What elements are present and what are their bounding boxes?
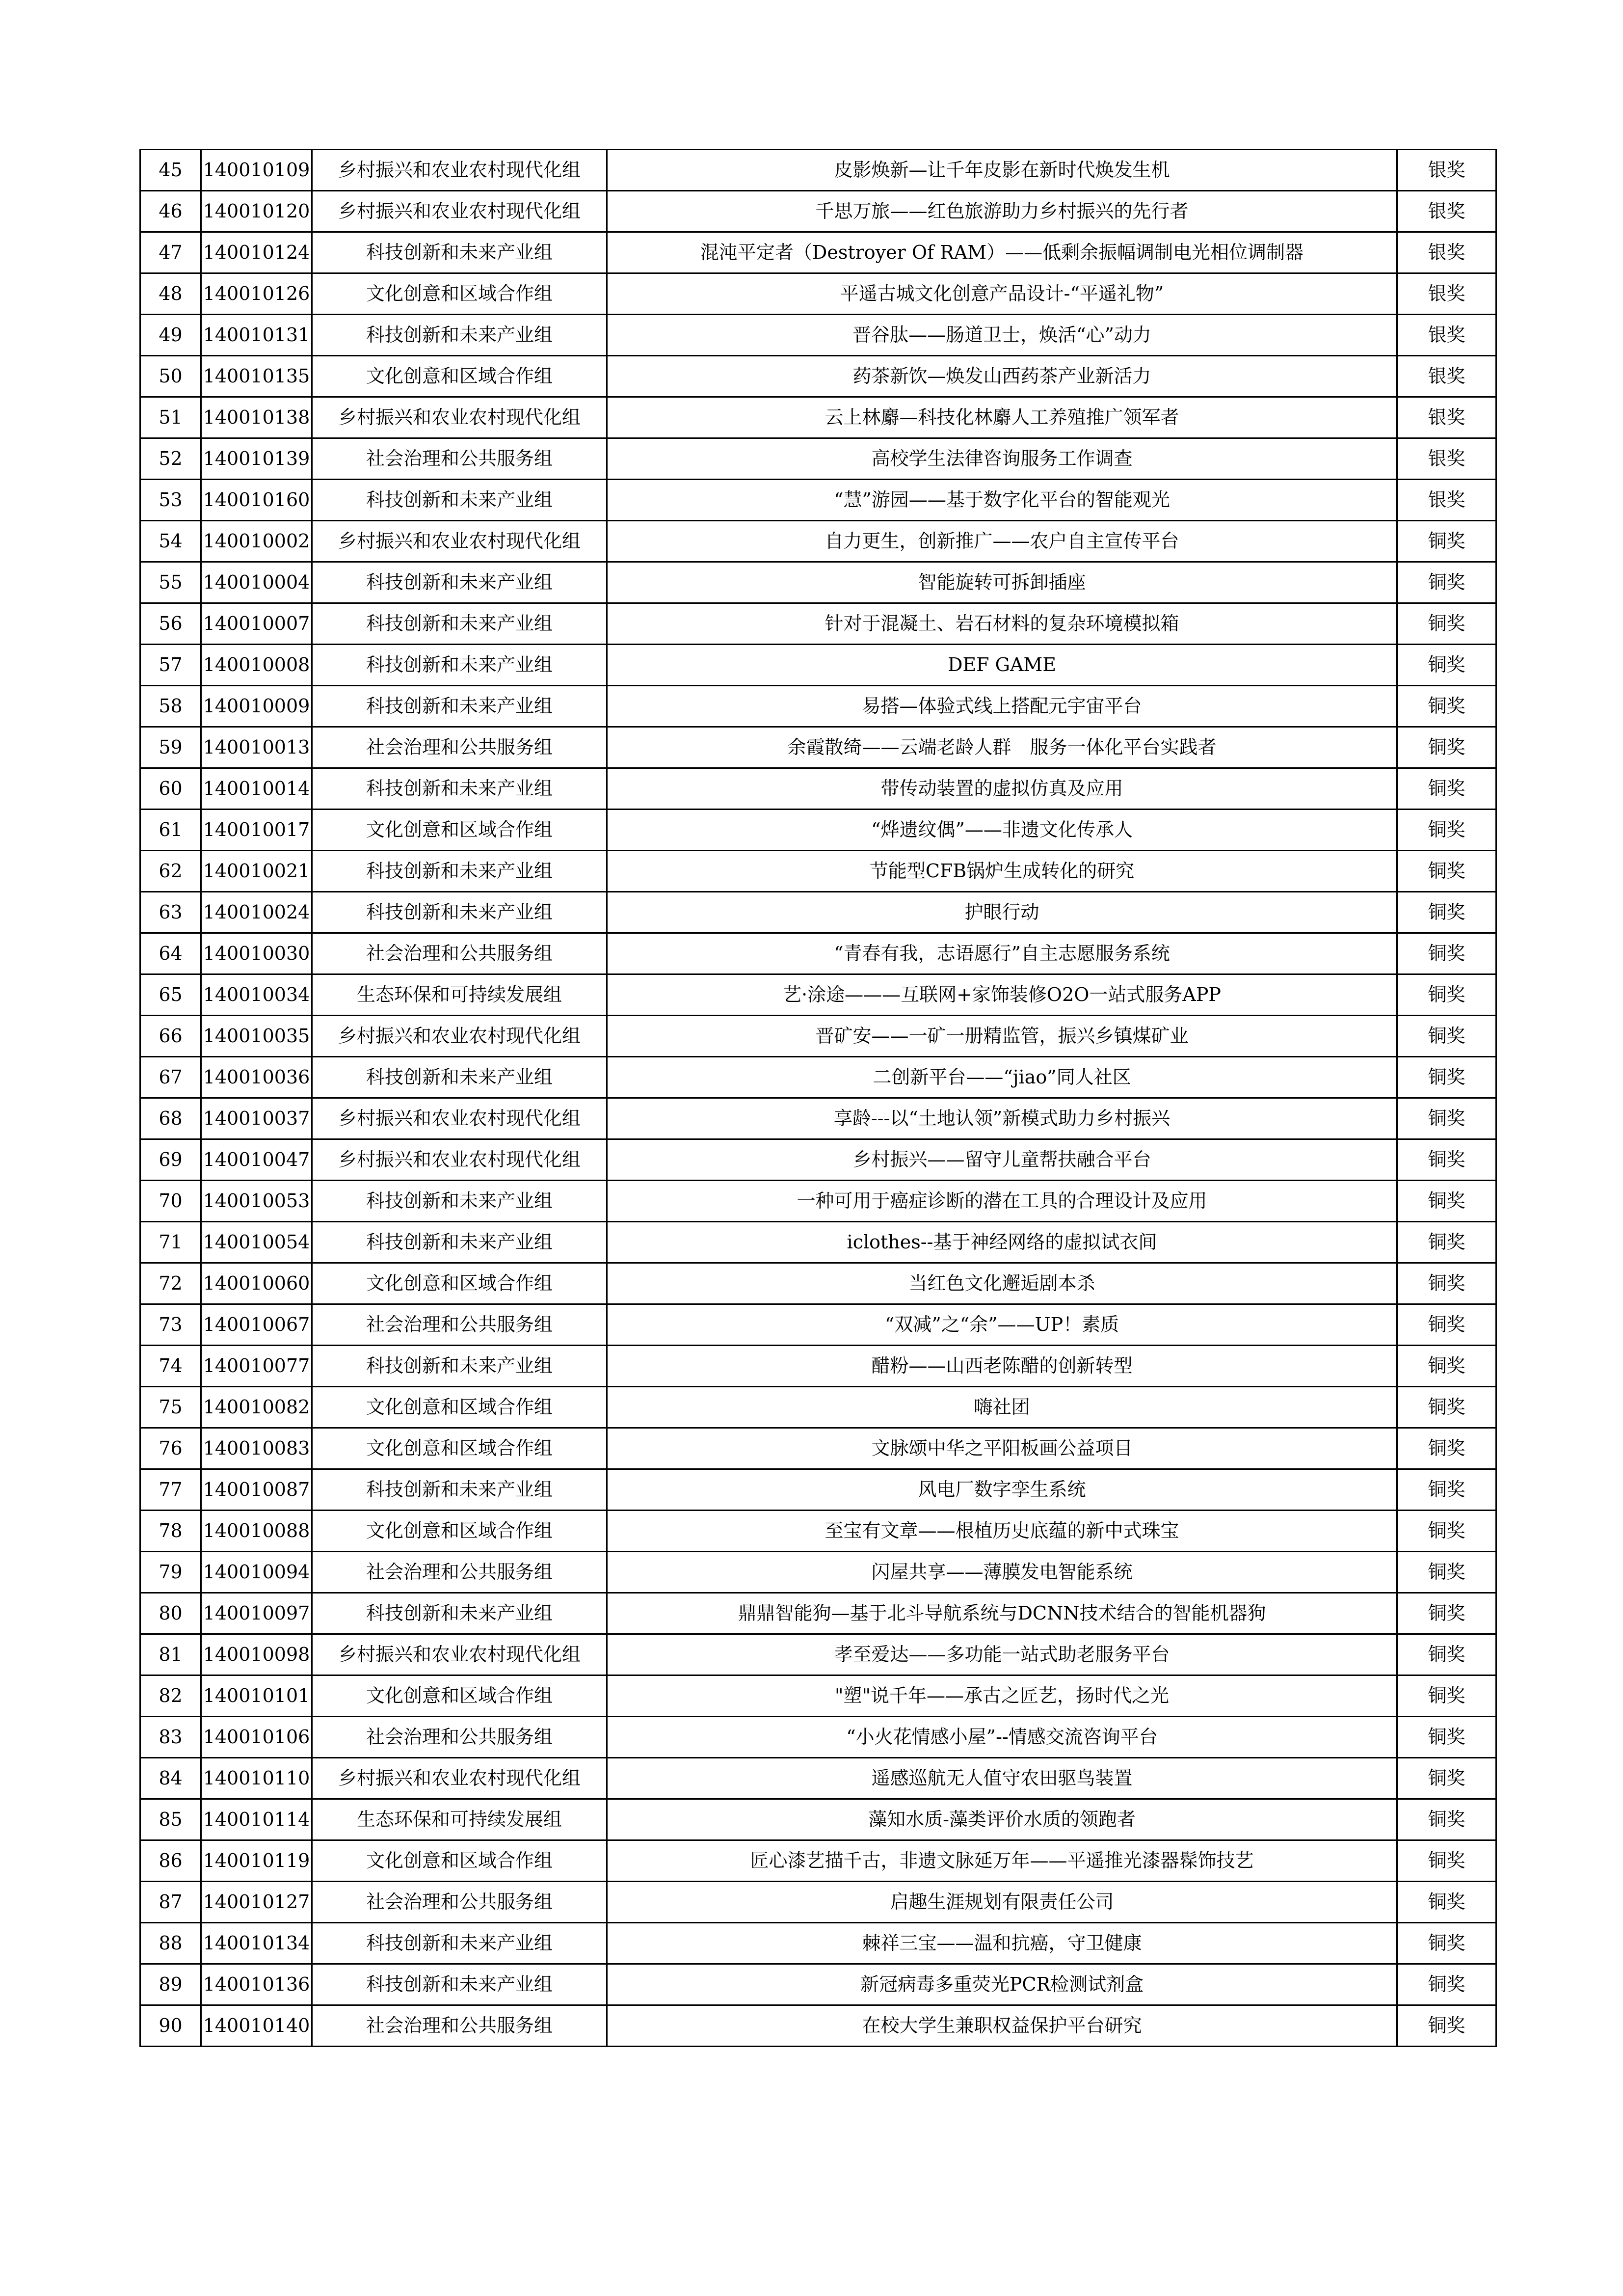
table-row: [140, 1799, 1496, 1840]
row-number-cell: 67: [140, 1057, 201, 1098]
award-cell: 铜奖: [1397, 1964, 1496, 2005]
row-number-cell: 52: [140, 438, 201, 480]
award-cell: 铜奖: [1397, 1593, 1496, 1634]
project-title-cell: 针对于混凝土、岩石材料的复杂环境模拟箱: [607, 603, 1397, 645]
group-cell: 乡村振兴和农业农村现代化组: [312, 521, 607, 562]
project-id-cell: 140010060: [201, 1263, 312, 1304]
project-title-cell: 文脉颂中华之平阳板画公益项目: [607, 1428, 1397, 1469]
project-id-cell: 140010094: [201, 1552, 312, 1593]
project-id-cell: 140010047: [201, 1139, 312, 1181]
table-row: [140, 727, 1496, 768]
group-cell: 文化创意和区域合作组: [312, 1387, 607, 1428]
project-title-cell: 乡村振兴——留守儿童帮扶融合平台: [607, 1139, 1397, 1181]
row-number-cell: 66: [140, 1016, 201, 1057]
group-cell: 社会治理和公共服务组: [312, 1717, 607, 1758]
table-row: [140, 1840, 1496, 1882]
project-id-cell: 140010138: [201, 397, 312, 438]
project-id-cell: 140010021: [201, 851, 312, 892]
table-row: [140, 1511, 1496, 1552]
award-cell: 铜奖: [1397, 1675, 1496, 1717]
table-row: [140, 1675, 1496, 1717]
project-id-cell: 140010120: [201, 191, 312, 232]
group-cell: 乡村振兴和农业农村现代化组: [312, 1098, 607, 1139]
award-cell: 铜奖: [1397, 603, 1496, 645]
project-title-cell: 在校大学生兼职权益保护平台研究: [607, 2005, 1397, 2047]
row-number-cell: 73: [140, 1304, 201, 1346]
award-cell: 铜奖: [1397, 851, 1496, 892]
table-row: [140, 356, 1496, 397]
group-cell: 乡村振兴和农业农村现代化组: [312, 397, 607, 438]
table-row: [140, 810, 1496, 851]
project-id-cell: 140010087: [201, 1469, 312, 1511]
row-number-cell: 49: [140, 315, 201, 356]
row-number-cell: 55: [140, 562, 201, 603]
project-title-cell: 易搭—体验式线上搭配元宇宙平台: [607, 686, 1397, 727]
table-row: [140, 603, 1496, 645]
group-cell: 乡村振兴和农业农村现代化组: [312, 150, 607, 191]
table-row: [140, 1882, 1496, 1923]
table-row: [140, 1469, 1496, 1511]
group-cell: 文化创意和区域合作组: [312, 810, 607, 851]
project-title-cell: 棘祥三宝——温和抗癌，守卫健康: [607, 1923, 1397, 1964]
project-title-cell: 藻知水质-藻类评价水质的领跑者: [607, 1799, 1397, 1840]
project-title-cell: 云上林麝—科技化林麝人工养殖推广领军者: [607, 397, 1397, 438]
project-id-cell: 140010067: [201, 1304, 312, 1346]
award-cell: 铜奖: [1397, 1840, 1496, 1882]
project-title-cell: "塑"说千年——承古之匠艺，扬时代之光: [607, 1675, 1397, 1717]
award-cell: 银奖: [1397, 191, 1496, 232]
row-number-cell: 81: [140, 1634, 201, 1675]
project-id-cell: 140010131: [201, 315, 312, 356]
project-title-cell: 二创新平台——“jiao”同人社区: [607, 1057, 1397, 1098]
project-id-cell: 140010097: [201, 1593, 312, 1634]
project-id-cell: 140010036: [201, 1057, 312, 1098]
group-cell: 科技创新和未来产业组: [312, 562, 607, 603]
row-number-cell: 79: [140, 1552, 201, 1593]
award-cell: 铜奖: [1397, 1428, 1496, 1469]
table-row: [140, 273, 1496, 315]
group-cell: 社会治理和公共服务组: [312, 1304, 607, 1346]
table-row: [140, 892, 1496, 933]
award-cell: 银奖: [1397, 438, 1496, 480]
project-id-cell: 140010140: [201, 2005, 312, 2047]
group-cell: 乡村振兴和农业农村现代化组: [312, 191, 607, 232]
award-cell: 铜奖: [1397, 521, 1496, 562]
row-number-cell: 85: [140, 1799, 201, 1840]
table-row: [140, 150, 1496, 191]
group-cell: 文化创意和区域合作组: [312, 356, 607, 397]
row-number-cell: 77: [140, 1469, 201, 1511]
table-row: [140, 1346, 1496, 1387]
row-number-cell: 88: [140, 1923, 201, 1964]
project-id-cell: 140010009: [201, 686, 312, 727]
table-row: [140, 397, 1496, 438]
row-number-cell: 53: [140, 480, 201, 521]
project-title-cell: 醋粉——山西老陈醋的创新转型: [607, 1346, 1397, 1387]
award-cell: 银奖: [1397, 273, 1496, 315]
group-cell: 文化创意和区域合作组: [312, 273, 607, 315]
row-number-cell: 69: [140, 1139, 201, 1181]
award-list-table: [139, 149, 1497, 2047]
group-cell: 乡村振兴和农业农村现代化组: [312, 1016, 607, 1057]
award-cell: 铜奖: [1397, 810, 1496, 851]
table-row: [140, 521, 1496, 562]
project-title-cell: 享龄---以“土地认领”新模式助力乡村振兴: [607, 1098, 1397, 1139]
award-cell: 铜奖: [1397, 727, 1496, 768]
project-id-cell: 140010017: [201, 810, 312, 851]
project-id-cell: 140010008: [201, 645, 312, 686]
row-number-cell: 80: [140, 1593, 201, 1634]
project-title-cell: 节能型CFB锅炉生成转化的研究: [607, 851, 1397, 892]
project-id-cell: 140010134: [201, 1923, 312, 1964]
award-cell: 铜奖: [1397, 1799, 1496, 1840]
award-cell: 铜奖: [1397, 1222, 1496, 1263]
table-row: [140, 232, 1496, 273]
table-row: [140, 562, 1496, 603]
award-list-body: [140, 150, 1496, 2047]
row-number-cell: 84: [140, 1758, 201, 1799]
project-id-cell: 140010014: [201, 768, 312, 810]
award-cell: 银奖: [1397, 356, 1496, 397]
award-cell: 铜奖: [1397, 1304, 1496, 1346]
group-cell: 社会治理和公共服务组: [312, 2005, 607, 2047]
award-cell: 铜奖: [1397, 1758, 1496, 1799]
row-number-cell: 72: [140, 1263, 201, 1304]
award-cell: 铜奖: [1397, 974, 1496, 1016]
project-id-cell: 140010034: [201, 974, 312, 1016]
project-id-cell: 140010088: [201, 1511, 312, 1552]
project-title-cell: 孝至爱达——多功能一站式助老服务平台: [607, 1634, 1397, 1675]
award-cell: 铜奖: [1397, 1263, 1496, 1304]
award-cell: 铜奖: [1397, 1882, 1496, 1923]
row-number-cell: 48: [140, 273, 201, 315]
project-title-cell: “青春有我，志语愿行”自主志愿服务系统: [607, 933, 1397, 974]
row-number-cell: 74: [140, 1346, 201, 1387]
group-cell: 科技创新和未来产业组: [312, 1346, 607, 1387]
project-title-cell: 闪屋共享——薄膜发电智能系统: [607, 1552, 1397, 1593]
group-cell: 生态环保和可持续发展组: [312, 974, 607, 1016]
project-title-cell: 风电厂数字孪生系统: [607, 1469, 1397, 1511]
table-row: [140, 1139, 1496, 1181]
award-cell: 银奖: [1397, 232, 1496, 273]
row-number-cell: 76: [140, 1428, 201, 1469]
project-id-cell: 140010126: [201, 273, 312, 315]
group-cell: 科技创新和未来产业组: [312, 686, 607, 727]
project-title-cell: 遥感巡航无人值守农田驱鸟装置: [607, 1758, 1397, 1799]
group-cell: 乡村振兴和农业农村现代化组: [312, 1634, 607, 1675]
row-number-cell: 46: [140, 191, 201, 232]
table-row: [140, 1593, 1496, 1634]
project-id-cell: 140010160: [201, 480, 312, 521]
row-number-cell: 82: [140, 1675, 201, 1717]
project-title-cell: 艺·涂途———互联网+家饰装修O2O一站式服务APP: [607, 974, 1397, 1016]
table-row: [140, 480, 1496, 521]
project-id-cell: 140010114: [201, 1799, 312, 1840]
row-number-cell: 50: [140, 356, 201, 397]
group-cell: 社会治理和公共服务组: [312, 1882, 607, 1923]
table-row: [140, 768, 1496, 810]
project-title-cell: iclothes--基于神经网络的虚拟试衣间: [607, 1222, 1397, 1263]
project-title-cell: 药茶新饮—焕发山西药茶产业新活力: [607, 356, 1397, 397]
group-cell: 科技创新和未来产业组: [312, 851, 607, 892]
row-number-cell: 70: [140, 1181, 201, 1222]
group-cell: 科技创新和未来产业组: [312, 892, 607, 933]
group-cell: 文化创意和区域合作组: [312, 1428, 607, 1469]
project-id-cell: 140010054: [201, 1222, 312, 1263]
table-row: [140, 1263, 1496, 1304]
group-cell: 乡村振兴和农业农村现代化组: [312, 1758, 607, 1799]
project-title-cell: 皮影焕新—让千年皮影在新时代焕发生机: [607, 150, 1397, 191]
award-cell: 铜奖: [1397, 892, 1496, 933]
project-id-cell: 140010124: [201, 232, 312, 273]
row-number-cell: 58: [140, 686, 201, 727]
project-title-cell: 自力更生，创新推广——农户自主宣传平台: [607, 521, 1397, 562]
row-number-cell: 78: [140, 1511, 201, 1552]
project-title-cell: 千思万旅——红色旅游助力乡村振兴的先行者: [607, 191, 1397, 232]
project-id-cell: 140010127: [201, 1882, 312, 1923]
project-title-cell: 匠心漆艺描千古，非遗文脉延万年——平遥推光漆器髹饰技艺: [607, 1840, 1397, 1882]
project-title-cell: “慧”游园——基于数字化平台的智能观光: [607, 480, 1397, 521]
group-cell: 科技创新和未来产业组: [312, 1469, 607, 1511]
award-cell: 铜奖: [1397, 933, 1496, 974]
row-number-cell: 64: [140, 933, 201, 974]
table-row: [140, 1057, 1496, 1098]
project-id-cell: 140010109: [201, 150, 312, 191]
table-row: [140, 1923, 1496, 1964]
group-cell: 科技创新和未来产业组: [312, 1181, 607, 1222]
award-cell: 铜奖: [1397, 1469, 1496, 1511]
award-cell: 铜奖: [1397, 1511, 1496, 1552]
award-cell: 铜奖: [1397, 1057, 1496, 1098]
project-title-cell: 晋谷肽——肠道卫士，焕活“心”动力: [607, 315, 1397, 356]
group-cell: 科技创新和未来产业组: [312, 1593, 607, 1634]
group-cell: 科技创新和未来产业组: [312, 603, 607, 645]
project-title-cell: “小火花情感小屋”--情感交流咨询平台: [607, 1717, 1397, 1758]
award-cell: 铜奖: [1397, 1923, 1496, 1964]
group-cell: 科技创新和未来产业组: [312, 1057, 607, 1098]
group-cell: 社会治理和公共服务组: [312, 727, 607, 768]
row-number-cell: 87: [140, 1882, 201, 1923]
table-row: [140, 1222, 1496, 1263]
project-id-cell: 140010007: [201, 603, 312, 645]
table-row: [140, 438, 1496, 480]
row-number-cell: 59: [140, 727, 201, 768]
table-row: [140, 191, 1496, 232]
table-row: [140, 2005, 1496, 2047]
group-cell: 社会治理和公共服务组: [312, 438, 607, 480]
table-row: [140, 933, 1496, 974]
table-row: [140, 1758, 1496, 1799]
group-cell: 科技创新和未来产业组: [312, 1222, 607, 1263]
table-row: [140, 1016, 1496, 1057]
project-id-cell: 140010024: [201, 892, 312, 933]
project-id-cell: 140010035: [201, 1016, 312, 1057]
table-row: [140, 1387, 1496, 1428]
group-cell: 文化创意和区域合作组: [312, 1675, 607, 1717]
project-title-cell: 高校学生法律咨询服务工作调查: [607, 438, 1397, 480]
project-id-cell: 140010082: [201, 1387, 312, 1428]
row-number-cell: 47: [140, 232, 201, 273]
group-cell: 科技创新和未来产业组: [312, 1923, 607, 1964]
group-cell: 文化创意和区域合作组: [312, 1840, 607, 1882]
project-title-cell: 余霞散绮——云端老龄人群 服务一体化平台实践者: [607, 727, 1397, 768]
table-row: [140, 851, 1496, 892]
row-number-cell: 71: [140, 1222, 201, 1263]
table-row: [140, 974, 1496, 1016]
project-title-cell: 至宝有文章——根植历史底蕴的新中式珠宝: [607, 1511, 1397, 1552]
project-title-cell: 一种可用于癌症诊断的潜在工具的合理设计及应用: [607, 1181, 1397, 1222]
award-cell: 银奖: [1397, 397, 1496, 438]
award-cell: 铜奖: [1397, 1387, 1496, 1428]
project-title-cell: 晋矿安——一矿一册精监管，振兴乡镇煤矿业: [607, 1016, 1397, 1057]
project-id-cell: 140010101: [201, 1675, 312, 1717]
project-id-cell: 140010083: [201, 1428, 312, 1469]
project-title-cell: 护眼行动: [607, 892, 1397, 933]
group-cell: 文化创意和区域合作组: [312, 1263, 607, 1304]
project-id-cell: 140010098: [201, 1634, 312, 1675]
table-row: [140, 686, 1496, 727]
award-cell: 铜奖: [1397, 2005, 1496, 2047]
group-cell: 乡村振兴和农业农村现代化组: [312, 1139, 607, 1181]
project-title-cell: 智能旋转可拆卸插座: [607, 562, 1397, 603]
group-cell: 科技创新和未来产业组: [312, 232, 607, 273]
project-id-cell: 140010119: [201, 1840, 312, 1882]
project-title-cell: DEF GAME: [607, 645, 1397, 686]
row-number-cell: 62: [140, 851, 201, 892]
award-cell: 银奖: [1397, 480, 1496, 521]
award-cell: 铜奖: [1397, 562, 1496, 603]
row-number-cell: 89: [140, 1964, 201, 2005]
group-cell: 科技创新和未来产业组: [312, 645, 607, 686]
project-title-cell: 当红色文化邂逅剧本杀: [607, 1263, 1397, 1304]
table-row: [140, 1304, 1496, 1346]
project-id-cell: 140010004: [201, 562, 312, 603]
award-cell: 铜奖: [1397, 645, 1496, 686]
row-number-cell: 90: [140, 2005, 201, 2047]
row-number-cell: 68: [140, 1098, 201, 1139]
project-id-cell: 140010037: [201, 1098, 312, 1139]
award-cell: 铜奖: [1397, 1346, 1496, 1387]
table-row: [140, 645, 1496, 686]
row-number-cell: 45: [140, 150, 201, 191]
group-cell: 科技创新和未来产业组: [312, 1964, 607, 2005]
project-id-cell: 140010030: [201, 933, 312, 974]
project-id-cell: 140010136: [201, 1964, 312, 2005]
group-cell: 科技创新和未来产业组: [312, 768, 607, 810]
project-id-cell: 140010053: [201, 1181, 312, 1222]
award-cell: 铜奖: [1397, 1717, 1496, 1758]
row-number-cell: 75: [140, 1387, 201, 1428]
project-title-cell: 嗨社团: [607, 1387, 1397, 1428]
project-id-cell: 140010002: [201, 521, 312, 562]
table-row: [140, 1098, 1496, 1139]
group-cell: 社会治理和公共服务组: [312, 1552, 607, 1593]
table-row: [140, 315, 1496, 356]
group-cell: 科技创新和未来产业组: [312, 480, 607, 521]
row-number-cell: 86: [140, 1840, 201, 1882]
table-row: [140, 1717, 1496, 1758]
group-cell: 科技创新和未来产业组: [312, 315, 607, 356]
project-id-cell: 140010013: [201, 727, 312, 768]
row-number-cell: 54: [140, 521, 201, 562]
row-number-cell: 60: [140, 768, 201, 810]
award-cell: 银奖: [1397, 315, 1496, 356]
row-number-cell: 65: [140, 974, 201, 1016]
project-title-cell: 新冠病毒多重荧光PCR检测试剂盒: [607, 1964, 1397, 2005]
project-title-cell: 启趣生涯规划有限责任公司: [607, 1882, 1397, 1923]
row-number-cell: 57: [140, 645, 201, 686]
row-number-cell: 83: [140, 1717, 201, 1758]
table-row: [140, 1552, 1496, 1593]
project-title-cell: “烨遗纹偶”——非遗文化传承人: [607, 810, 1397, 851]
award-cell: 铜奖: [1397, 768, 1496, 810]
project-id-cell: 140010077: [201, 1346, 312, 1387]
group-cell: 社会治理和公共服务组: [312, 933, 607, 974]
award-cell: 铜奖: [1397, 1098, 1496, 1139]
award-cell: 铜奖: [1397, 1181, 1496, 1222]
award-cell: 银奖: [1397, 150, 1496, 191]
project-id-cell: 140010139: [201, 438, 312, 480]
row-number-cell: 56: [140, 603, 201, 645]
award-cell: 铜奖: [1397, 1634, 1496, 1675]
table-row: [140, 1428, 1496, 1469]
row-number-cell: 51: [140, 397, 201, 438]
award-cell: 铜奖: [1397, 686, 1496, 727]
table-row: [140, 1181, 1496, 1222]
row-number-cell: 61: [140, 810, 201, 851]
group-cell: 文化创意和区域合作组: [312, 1511, 607, 1552]
project-title-cell: 混沌平定者（Destroyer Of RAM）——低剩余振幅调制电光相位调制器: [607, 232, 1397, 273]
project-id-cell: 140010106: [201, 1717, 312, 1758]
award-cell: 铜奖: [1397, 1139, 1496, 1181]
award-cell: 铜奖: [1397, 1016, 1496, 1057]
project-title-cell: 鼎鼎智能狗—基于北斗导航系统与DCNN技术结合的智能机器狗: [607, 1593, 1397, 1634]
project-id-cell: 140010110: [201, 1758, 312, 1799]
project-title-cell: “双减”之“余”——UP！素质: [607, 1304, 1397, 1346]
project-id-cell: 140010135: [201, 356, 312, 397]
project-title-cell: 平遥古城文化创意产品设计-“平遥礼物”: [607, 273, 1397, 315]
project-title-cell: 带传动装置的虚拟仿真及应用: [607, 768, 1397, 810]
row-number-cell: 63: [140, 892, 201, 933]
table-row: [140, 1964, 1496, 2005]
award-cell: 铜奖: [1397, 1552, 1496, 1593]
group-cell: 生态环保和可持续发展组: [312, 1799, 607, 1840]
table-row: [140, 1634, 1496, 1675]
